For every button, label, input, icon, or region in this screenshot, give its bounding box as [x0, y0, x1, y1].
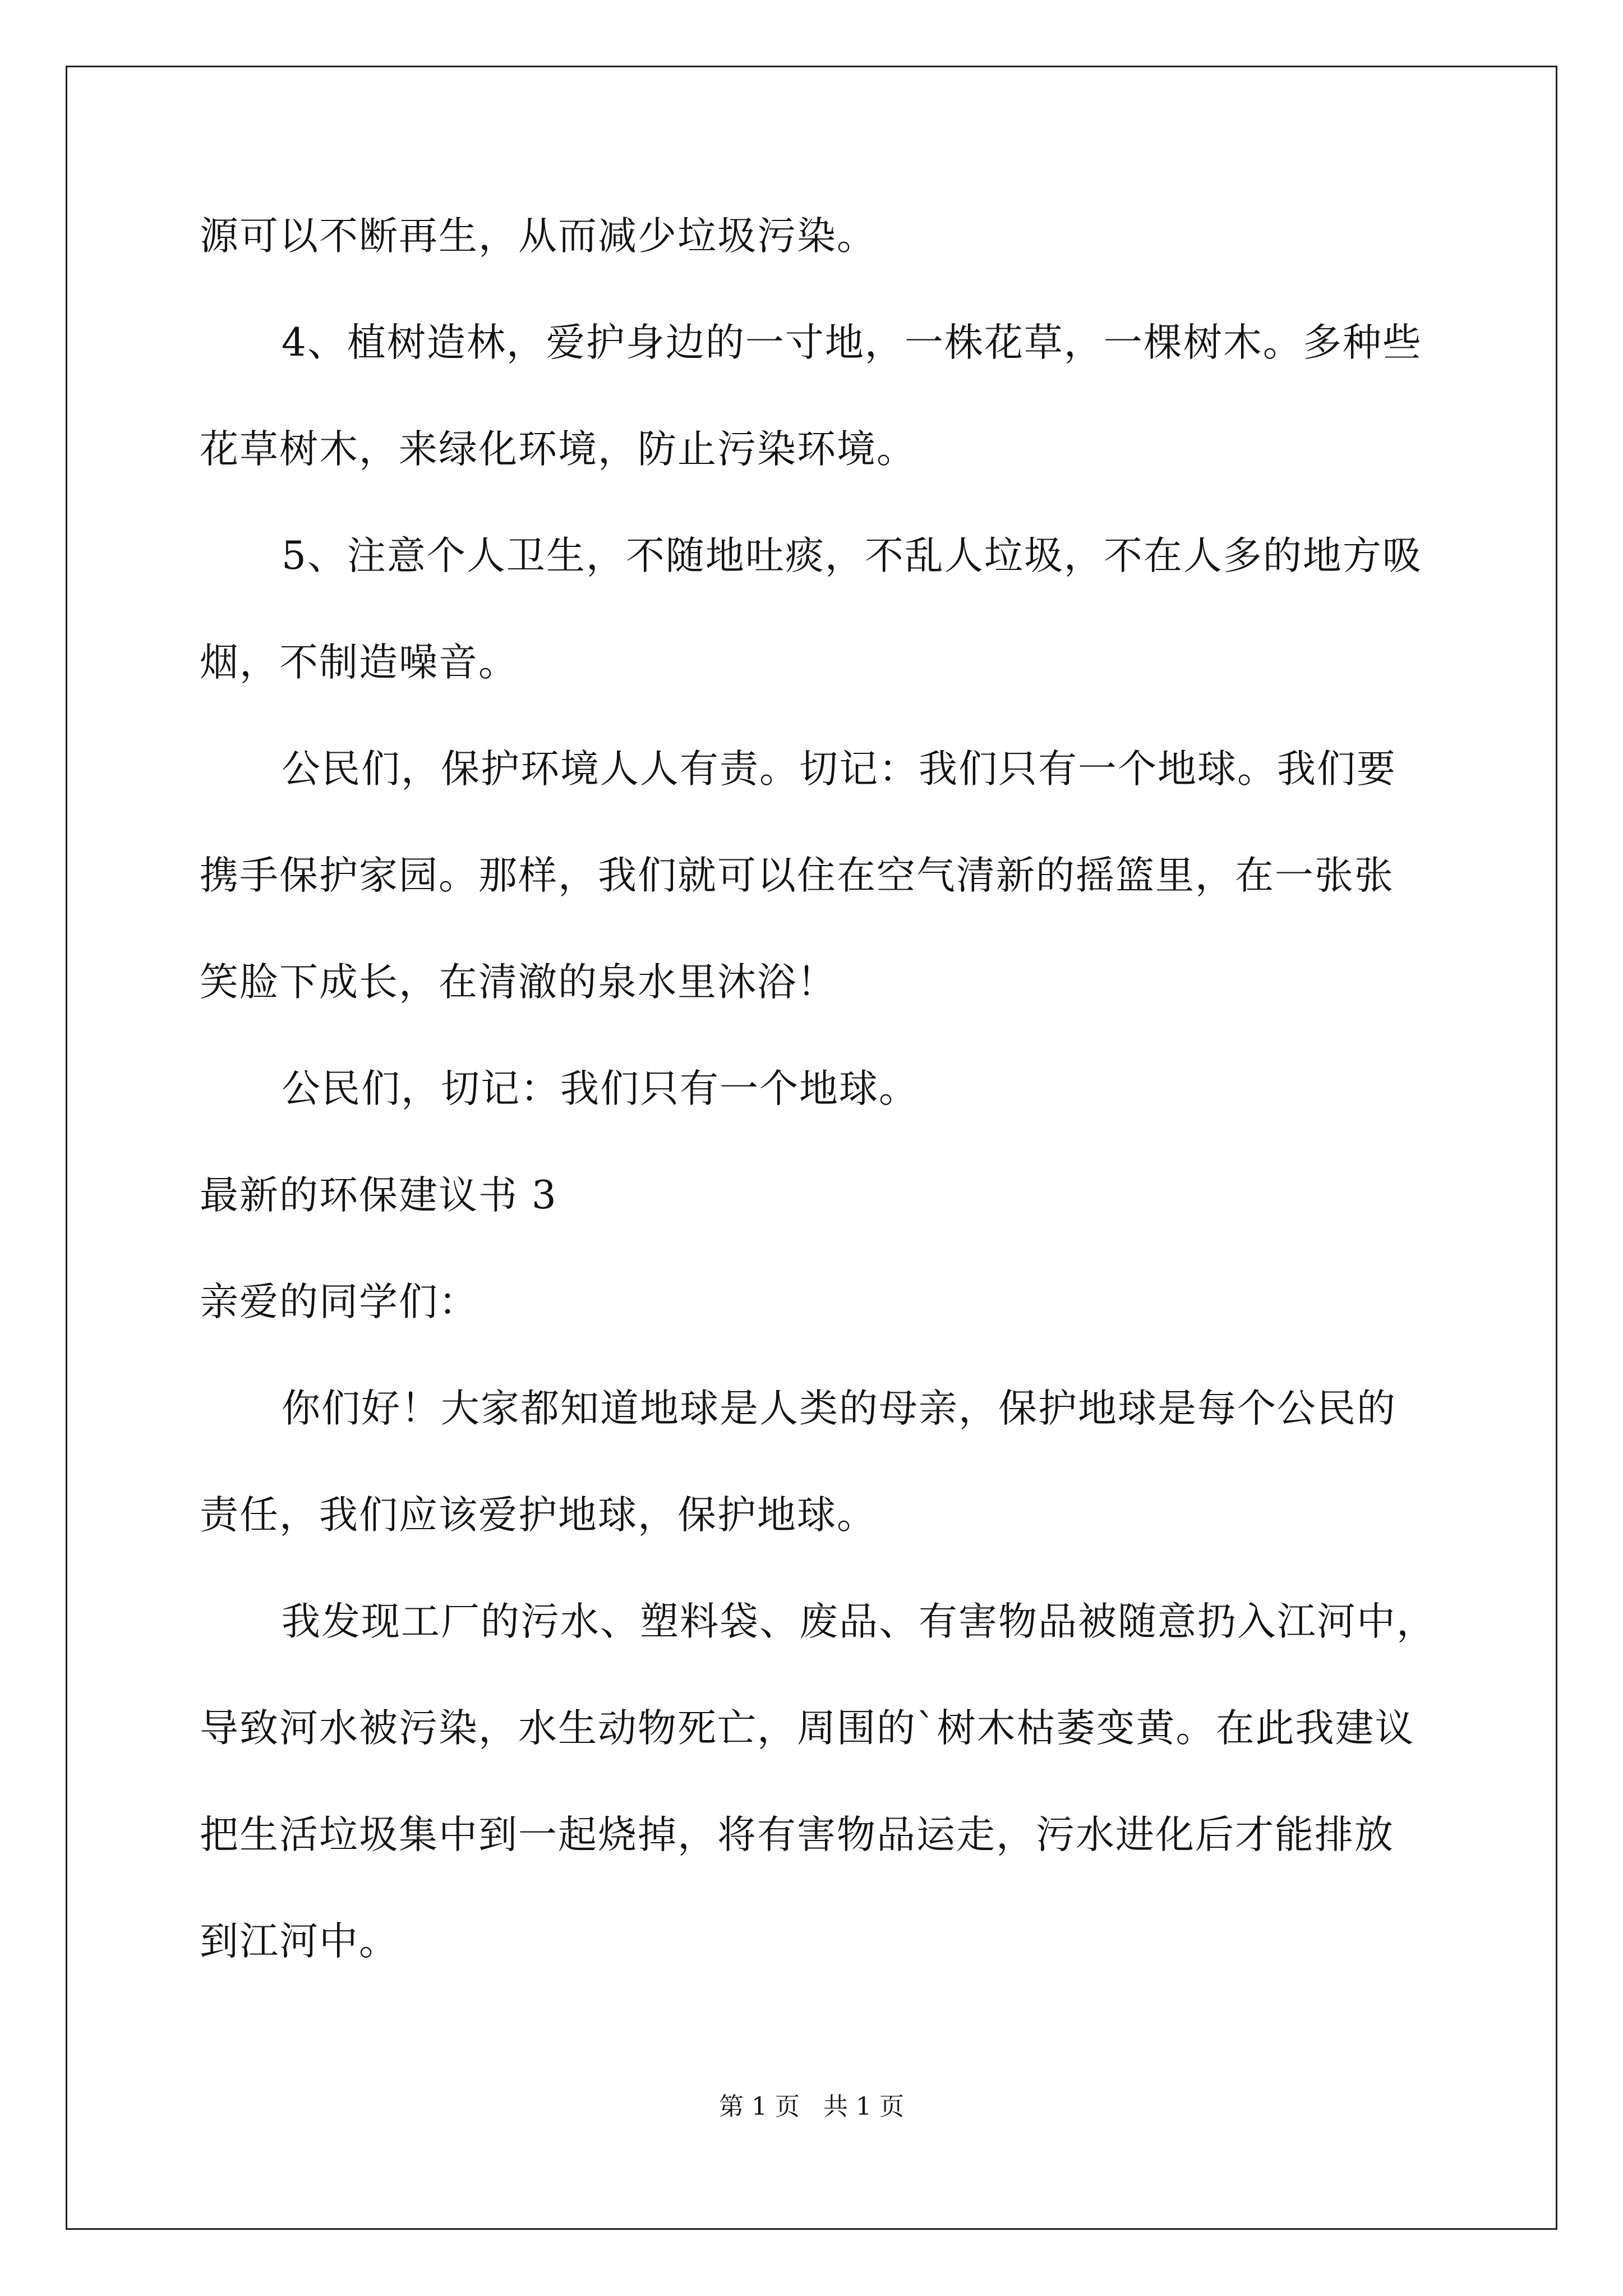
paragraph-start: 你们好！大家都知道地球是人类的母亲，保护地球是每个公民的 — [282, 1386, 1396, 1431]
text-line: 到江河中。 — [200, 1919, 399, 1964]
page-border — [66, 66, 1557, 2230]
text-line: 把生活垃圾集中到一起烧掉，将有害物品运走，污水进化后才能排放 — [200, 1812, 1394, 1857]
text-line: 携手保护家园。那样，我们就可以住在空气清新的摇篮里，在一张张 — [200, 853, 1394, 898]
paragraph-start: 公民们，保护环境人人有责。切记：我们只有一个地球。我们要 — [282, 747, 1396, 792]
text-line: 导致河水被污染，水生动物死亡，周围的`树木枯萎变黄。在此我建议 — [200, 1706, 1415, 1751]
text-line: 责任，我们应该爱护地球，保护地球。 — [200, 1493, 877, 1538]
paragraph-start: 我发现工厂的污水、塑料袋、废品、有害物品被随意扔入江河中， — [282, 1599, 1436, 1644]
list-item-5: 5、注意个人卫生，不随地吐痰，不乱人垃圾，不在人多的地方吸 — [282, 533, 1422, 578]
page-footer: 第 1 页 共 1 页 — [719, 2092, 904, 2121]
text-line: 源可以不断再生，从而减少垃圾污染。 — [200, 214, 877, 259]
salutation: 亲爱的同学们： — [200, 1280, 478, 1324]
section-heading: 最新的环保建议书 3 — [200, 1173, 557, 1218]
list-item-4: 4、植树造林，爱护身边的一寸地，一株花草，一棵树木。多种些 — [282, 320, 1422, 365]
paragraph-start: 公民们，切记：我们只有一个地球。 — [282, 1066, 919, 1111]
text-line: 笑脸下成长，在清澈的泉水里沐浴！ — [200, 960, 837, 1005]
text-line: 花草树木，来绿化环境，防止污染环境。 — [200, 427, 916, 472]
text-line: 烟，不制造噪音。 — [200, 640, 518, 685]
